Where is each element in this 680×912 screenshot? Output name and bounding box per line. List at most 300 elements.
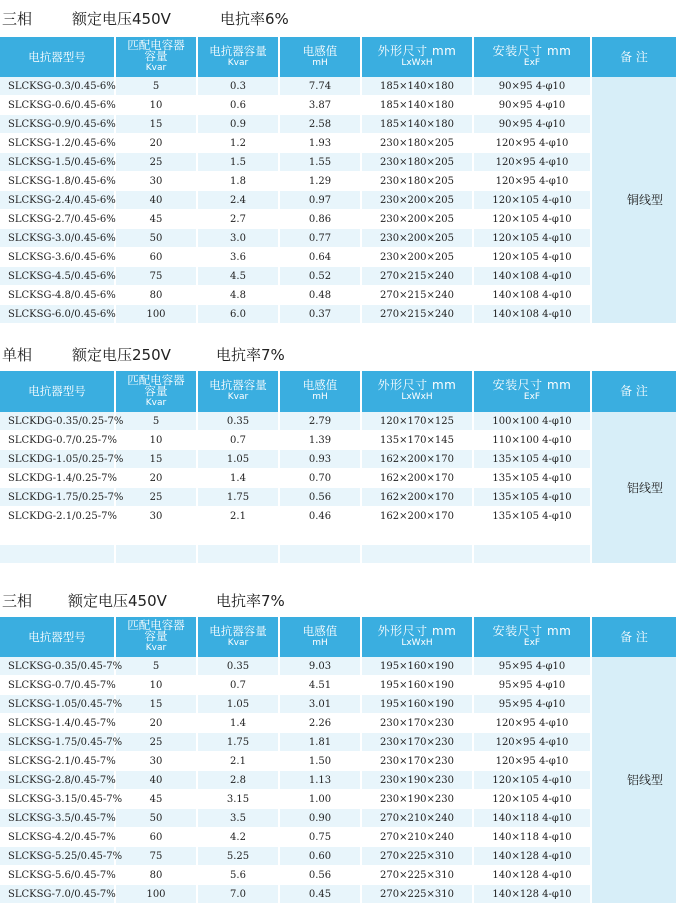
cell-mounting: 120×95 4-φ10 — [473, 733, 591, 752]
cell-dimensions: 120×170×125 — [361, 412, 473, 431]
cell-reactor: 4.8 — [197, 286, 279, 305]
header-row — [0, 617, 676, 657]
cell-mounting: 135×105 4-φ10 — [473, 469, 591, 488]
cell-reactor: 3.5 — [197, 809, 279, 828]
header-mounting-label: 安装尺寸 mm — [492, 43, 572, 58]
cell-model: SLCKSG-1.05/0.45-7% — [0, 695, 115, 714]
cell-inductance: 1.29 — [279, 172, 361, 191]
header-capacitor — [115, 617, 197, 657]
cell-capacitor: 45 — [115, 790, 197, 809]
header-dimensions — [361, 371, 473, 412]
blank-row — [0, 545, 676, 564]
header-mounting-unit: ExF — [523, 637, 541, 648]
header-capacitor-label-2: 容量 — [144, 383, 168, 398]
header-reactor-unit: Kvar — [227, 57, 249, 68]
cell-reactor: 4.5 — [197, 267, 279, 286]
header-model — [0, 617, 115, 657]
cell-capacitor: 15 — [115, 695, 197, 714]
cell-model: SLCKSG-6.0/0.45-6% — [0, 305, 115, 324]
header-capacitor-label: 匹配电容器 — [127, 372, 185, 387]
cell-mounting: 140×118 4-φ10 — [473, 809, 591, 828]
phase-label: 单相 — [2, 346, 33, 364]
header-row — [0, 371, 676, 412]
remark-cell — [591, 657, 676, 904]
header-dimensions-label: 外形尺寸 mm — [377, 43, 457, 58]
header-reactor-label: 电抗器容量 — [209, 43, 267, 58]
cell-capacitor: 10 — [115, 676, 197, 695]
header-model-label: 电抗器型号 — [28, 49, 86, 64]
header-reactor-label: 电抗器容量 — [209, 378, 267, 392]
cell-dimensions: 135×170×145 — [361, 431, 473, 450]
header-remark: 备 注 — [591, 37, 676, 77]
cell-model: SLCKSG-1.75/0.45-7% — [0, 733, 115, 752]
cell-dimensions: 162×200×170 — [361, 469, 473, 488]
cell-dimensions: 162×200×170 — [361, 507, 473, 526]
header-mounting-label: 安装尺寸 mm — [492, 623, 572, 638]
blank-cell — [473, 526, 591, 545]
cell-inductance: 1.50 — [279, 752, 361, 771]
cell-reactor: 2.7 — [197, 210, 279, 229]
cell-model: SLCKSG-7.0/0.45-7% — [0, 885, 115, 904]
phase-label: 三相 — [2, 592, 33, 610]
rated-voltage: 额定电压450V — [72, 10, 171, 28]
cell-inductance: 0.93 — [279, 450, 361, 469]
spec-table — [0, 617, 676, 904]
remark-cell — [591, 77, 676, 324]
remark-value: 铝线型 — [627, 480, 664, 495]
cell-model: SLCKSG-3.5/0.45-7% — [0, 809, 115, 828]
cell-model: SLCKSG-4.8/0.45-6% — [0, 286, 115, 305]
cell-inductance: 7.74 — [279, 77, 361, 96]
cell-reactor: 7.0 — [197, 885, 279, 904]
cell-model: SLCKSG-1.4/0.45-7% — [0, 714, 115, 733]
header-reactor-unit: Kvar — [227, 392, 249, 402]
cell-inductance: 4.51 — [279, 676, 361, 695]
cell-dimensions: 270×210×240 — [361, 809, 473, 828]
section-title — [0, 8, 680, 32]
cell-model: SLCKSG-4.2/0.45-7% — [0, 828, 115, 847]
header-inductance-unit: mH — [312, 637, 328, 648]
table-row — [0, 809, 676, 828]
cell-dimensions: 162×200×170 — [361, 450, 473, 469]
rated-voltage: 额定电压450V — [68, 592, 167, 610]
cell-capacitor: 50 — [115, 809, 197, 828]
cell-dimensions: 195×160×190 — [361, 657, 473, 676]
table-row — [0, 305, 676, 324]
header-reactor — [197, 37, 279, 77]
header-dimensions-unit: LxWxH — [401, 392, 433, 402]
cell-reactor: 0.6 — [197, 96, 279, 115]
reactance-rate: 电抗率6% — [220, 10, 289, 28]
cell-capacitor: 40 — [115, 191, 197, 210]
header-model-label: 电抗器型号 — [28, 629, 86, 644]
cell-inductance: 2.58 — [279, 115, 361, 134]
cell-inductance: 1.93 — [279, 134, 361, 153]
cell-capacitor: 20 — [115, 714, 197, 733]
cell-dimensions: 230×180×205 — [361, 172, 473, 191]
header-model-label: 电抗器型号 — [28, 384, 86, 398]
cell-model: SLCKSG-0.7/0.45-7% — [0, 676, 115, 695]
cell-reactor: 0.7 — [197, 676, 279, 695]
cell-capacitor: 45 — [115, 210, 197, 229]
cell-mounting: 95×95 4-φ10 — [473, 695, 591, 714]
blank-cell — [473, 545, 591, 564]
cell-capacitor: 100 — [115, 885, 197, 904]
cell-capacitor: 20 — [115, 469, 197, 488]
header-reactor-unit: Kvar — [227, 637, 249, 648]
header-capacitor-unit: Kvar — [145, 643, 167, 653]
cell-reactor: 2.1 — [197, 752, 279, 771]
cell-model: SLCKSG-0.35/0.45-7% — [0, 657, 115, 676]
header-mounting-label: 安装尺寸 mm — [492, 378, 572, 392]
table-row — [0, 733, 676, 752]
table-row — [0, 657, 676, 676]
cell-dimensions: 195×160×190 — [361, 676, 473, 695]
header-capacitor-unit: Kvar — [145, 397, 167, 408]
table-row — [0, 847, 676, 866]
table-row — [0, 695, 676, 714]
cell-reactor: 1.05 — [197, 695, 279, 714]
remark-value: 铝线型 — [627, 773, 664, 788]
cell-inductance: 0.77 — [279, 229, 361, 248]
header-capacitor — [115, 37, 197, 77]
table-row — [0, 412, 676, 431]
cell-capacitor: 60 — [115, 828, 197, 847]
cell-mounting: 135×105 4-φ10 — [473, 488, 591, 507]
table-row — [0, 248, 676, 267]
cell-capacitor: 30 — [115, 752, 197, 771]
cell-mounting: 120×95 4-φ10 — [473, 752, 591, 771]
header-mounting — [473, 37, 591, 77]
table-row — [0, 267, 676, 286]
table-row — [0, 286, 676, 305]
blank-row — [0, 526, 676, 545]
cell-capacitor: 60 — [115, 248, 197, 267]
header-dimensions-unit: LxWxH — [401, 637, 433, 648]
table-row — [0, 507, 676, 526]
table-row — [0, 488, 676, 507]
cell-capacitor: 10 — [115, 96, 197, 115]
cell-model: SLCKSG-2.7/0.45-6% — [0, 210, 115, 229]
header-reactor-label: 电抗器容量 — [209, 623, 267, 638]
rated-voltage: 额定电压250V — [72, 346, 171, 364]
cell-mounting: 140×128 4-φ10 — [473, 885, 591, 904]
cell-mounting: 95×95 4-φ10 — [473, 657, 591, 676]
cell-reactor: 1.5 — [197, 153, 279, 172]
header-dimensions-label: 外形尺寸 mm — [377, 378, 457, 392]
header-remark: 备 注 — [591, 617, 676, 657]
blank-cell — [0, 545, 115, 564]
cell-inductance: 1.81 — [279, 733, 361, 752]
header-capacitor-label-2: 容量 — [144, 49, 168, 63]
cell-inductance: 0.46 — [279, 507, 361, 526]
header-capacitor-label: 匹配电容器 — [127, 618, 185, 632]
blank-cell — [279, 526, 361, 545]
header-capacitor-label-2: 容量 — [144, 629, 168, 643]
cell-mounting: 90×95 4-φ10 — [473, 115, 591, 134]
cell-capacitor: 20 — [115, 134, 197, 153]
cell-model: SLCKSG-2.4/0.45-6% — [0, 191, 115, 210]
cell-inductance: 0.48 — [279, 286, 361, 305]
cell-inductance: 0.75 — [279, 828, 361, 847]
cell-mounting: 120×105 4-φ10 — [473, 229, 591, 248]
cell-model: SLCKSG-2.8/0.45-7% — [0, 771, 115, 790]
cell-dimensions: 270×225×310 — [361, 847, 473, 866]
cell-dimensions: 230×200×205 — [361, 248, 473, 267]
cell-dimensions: 185×140×180 — [361, 77, 473, 96]
table-row — [0, 752, 676, 771]
cell-dimensions: 230×180×205 — [361, 153, 473, 172]
table-row — [0, 96, 676, 115]
cell-reactor: 5.6 — [197, 866, 279, 885]
cell-dimensions: 230×170×230 — [361, 714, 473, 733]
cell-inductance: 0.90 — [279, 809, 361, 828]
cell-inductance: 0.37 — [279, 305, 361, 324]
header-reactor — [197, 617, 279, 657]
table-row — [0, 469, 676, 488]
cell-dimensions: 270×215×240 — [361, 286, 473, 305]
cell-dimensions: 230×170×230 — [361, 733, 473, 752]
header-mounting-unit: ExF — [523, 57, 541, 68]
cell-capacitor: 25 — [115, 153, 197, 172]
cell-reactor: 1.75 — [197, 733, 279, 752]
header-inductance — [279, 37, 361, 77]
cell-inductance: 2.79 — [279, 412, 361, 431]
cell-mounting: 135×105 4-φ10 — [473, 507, 591, 526]
cell-capacitor: 30 — [115, 507, 197, 526]
cell-model: SLCKSG-1.2/0.45-6% — [0, 134, 115, 153]
cell-mounting: 120×95 4-φ10 — [473, 134, 591, 153]
cell-inductance: 1.00 — [279, 790, 361, 809]
cell-mounting: 100×100 4-φ10 — [473, 412, 591, 431]
cell-model: SLCKSG-5.25/0.45-7% — [0, 847, 115, 866]
cell-inductance: 3.01 — [279, 695, 361, 714]
cell-inductance: 0.56 — [279, 866, 361, 885]
cell-mounting: 120×95 4-φ10 — [473, 714, 591, 733]
cell-inductance: 1.39 — [279, 431, 361, 450]
header-remark: 备 注 — [591, 371, 676, 412]
cell-mounting: 120×105 4-φ10 — [473, 191, 591, 210]
cell-inductance: 1.55 — [279, 153, 361, 172]
cell-inductance: 0.52 — [279, 267, 361, 286]
table-row — [0, 714, 676, 733]
cell-reactor: 0.35 — [197, 412, 279, 431]
cell-mounting: 140×108 4-φ10 — [473, 267, 591, 286]
cell-mounting: 140×108 4-φ10 — [473, 305, 591, 324]
cell-mounting: 90×95 4-φ10 — [473, 77, 591, 96]
cell-inductance: 2.26 — [279, 714, 361, 733]
header-inductance-unit: mH — [312, 392, 328, 402]
cell-mounting: 120×95 4-φ10 — [473, 153, 591, 172]
blank-cell — [197, 526, 279, 545]
blank-cell — [279, 545, 361, 564]
cell-capacitor: 30 — [115, 172, 197, 191]
header-dimensions — [361, 37, 473, 77]
cell-model: SLCKSG-3.6/0.45-6% — [0, 248, 115, 267]
cell-capacitor: 5 — [115, 657, 197, 676]
cell-mounting: 140×128 4-φ10 — [473, 847, 591, 866]
cell-dimensions: 230×180×205 — [361, 134, 473, 153]
cell-reactor: 0.3 — [197, 77, 279, 96]
cell-capacitor: 25 — [115, 733, 197, 752]
blank-cell — [361, 545, 473, 564]
table-row — [0, 828, 676, 847]
cell-model: SLCKSG-0.6/0.45-6% — [0, 96, 115, 115]
cell-model: SLCKSG-0.9/0.45-6% — [0, 115, 115, 134]
table-row — [0, 172, 676, 191]
cell-inductance: 0.97 — [279, 191, 361, 210]
header-inductance-label: 电感值 — [302, 43, 338, 58]
cell-inductance: 0.64 — [279, 248, 361, 267]
cell-reactor: 1.4 — [197, 714, 279, 733]
header-dimensions — [361, 617, 473, 657]
cell-model: SLCKDG-1.05/0.25-7% — [0, 450, 115, 469]
cell-reactor: 6.0 — [197, 305, 279, 324]
phase-label: 三相 — [2, 10, 33, 28]
table-row — [0, 153, 676, 172]
table-row — [0, 191, 676, 210]
cell-capacitor: 50 — [115, 229, 197, 248]
section-title — [0, 590, 680, 614]
cell-dimensions: 270×210×240 — [361, 828, 473, 847]
table-row — [0, 134, 676, 153]
cell-capacitor: 15 — [115, 450, 197, 469]
cell-capacitor: 10 — [115, 431, 197, 450]
cell-dimensions: 270×225×310 — [361, 866, 473, 885]
table-row — [0, 115, 676, 134]
cell-dimensions: 230×190×230 — [361, 790, 473, 809]
cell-reactor: 0.7 — [197, 431, 279, 450]
cell-reactor: 2.4 — [197, 191, 279, 210]
cell-mounting: 140×128 4-φ10 — [473, 866, 591, 885]
table-row — [0, 77, 676, 96]
cell-reactor: 1.4 — [197, 469, 279, 488]
cell-mounting: 90×95 4-φ10 — [473, 96, 591, 115]
cell-dimensions: 230×190×230 — [361, 771, 473, 790]
cell-capacitor: 100 — [115, 305, 197, 324]
cell-model: SLCKSG-5.6/0.45-7% — [0, 866, 115, 885]
header-row — [0, 37, 676, 77]
cell-model: SLCKSG-3.0/0.45-6% — [0, 229, 115, 248]
cell-capacitor: 80 — [115, 866, 197, 885]
header-inductance — [279, 371, 361, 412]
spec-table — [0, 37, 676, 324]
cell-inductance: 0.86 — [279, 210, 361, 229]
cell-model: SLCKDG-0.7/0.25-7% — [0, 431, 115, 450]
cell-reactor: 0.35 — [197, 657, 279, 676]
cell-reactor: 4.2 — [197, 828, 279, 847]
cell-inductance: 9.03 — [279, 657, 361, 676]
cell-reactor: 1.8 — [197, 172, 279, 191]
table-row — [0, 790, 676, 809]
cell-model: SLCKSG-1.5/0.45-6% — [0, 153, 115, 172]
header-inductance-label: 电感值 — [302, 623, 338, 638]
cell-mounting: 120×105 4-φ10 — [473, 790, 591, 809]
header-mounting — [473, 617, 591, 657]
cell-model: SLCKDG-1.4/0.25-7% — [0, 469, 115, 488]
cell-capacitor: 5 — [115, 412, 197, 431]
cell-mounting: 120×95 4-φ10 — [473, 172, 591, 191]
cell-mounting: 135×105 4-φ10 — [473, 450, 591, 469]
cell-inductance: 0.45 — [279, 885, 361, 904]
cell-dimensions: 230×200×205 — [361, 229, 473, 248]
cell-mounting: 120×105 4-φ10 — [473, 771, 591, 790]
cell-mounting: 120×105 4-φ10 — [473, 248, 591, 267]
table-row — [0, 676, 676, 695]
cell-reactor: 2.8 — [197, 771, 279, 790]
cell-dimensions: 195×160×190 — [361, 695, 473, 714]
header-reactor — [197, 371, 279, 412]
cell-reactor: 2.1 — [197, 507, 279, 526]
header-model — [0, 37, 115, 77]
cell-mounting: 110×100 4-φ10 — [473, 431, 591, 450]
cell-reactor: 1.75 — [197, 488, 279, 507]
cell-inductance: 1.13 — [279, 771, 361, 790]
remark-cell — [591, 412, 676, 564]
reactance-rate: 电抗率7% — [216, 592, 285, 610]
section-title — [0, 344, 680, 368]
cell-reactor: 0.9 — [197, 115, 279, 134]
blank-cell — [115, 545, 197, 564]
cell-dimensions: 162×200×170 — [361, 488, 473, 507]
cell-mounting: 140×108 4-φ10 — [473, 286, 591, 305]
cell-reactor: 5.25 — [197, 847, 279, 866]
header-dimensions-label: 外形尺寸 mm — [377, 623, 457, 638]
cell-model: SLCKDG-1.75/0.25-7% — [0, 488, 115, 507]
cell-model: SLCKSG-3.15/0.45-7% — [0, 790, 115, 809]
spec-table — [0, 371, 676, 564]
cell-dimensions: 230×170×230 — [361, 752, 473, 771]
cell-reactor: 1.05 — [197, 450, 279, 469]
cell-capacitor: 80 — [115, 286, 197, 305]
cell-dimensions: 270×225×310 — [361, 885, 473, 904]
table-row — [0, 771, 676, 790]
cell-inductance: 3.87 — [279, 96, 361, 115]
blank-cell — [115, 526, 197, 545]
header-capacitor — [115, 371, 197, 412]
table-row — [0, 210, 676, 229]
cell-model: SLCKDG-2.1/0.25-7% — [0, 507, 115, 526]
header-inductance-unit: mH — [312, 57, 328, 68]
header-inductance-label: 电感值 — [302, 378, 338, 392]
table-row — [0, 885, 676, 904]
remark-value: 铜线型 — [627, 193, 664, 207]
cell-reactor: 3.6 — [197, 248, 279, 267]
header-mounting — [473, 371, 591, 412]
cell-mounting: 95×95 4-φ10 — [473, 676, 591, 695]
table-row — [0, 866, 676, 885]
header-mounting-unit: ExF — [523, 392, 541, 402]
cell-mounting: 120×105 4-φ10 — [473, 210, 591, 229]
cell-reactor: 3.0 — [197, 229, 279, 248]
table-row — [0, 450, 676, 469]
cell-reactor: 3.15 — [197, 790, 279, 809]
header-capacitor-label: 匹配电容器 — [127, 38, 185, 52]
blank-cell — [0, 526, 115, 545]
cell-dimensions: 270×215×240 — [361, 305, 473, 324]
cell-model: SLCKSG-0.3/0.45-6% — [0, 77, 115, 96]
blank-cell — [197, 545, 279, 564]
cell-dimensions: 185×140×180 — [361, 96, 473, 115]
header-model — [0, 371, 115, 412]
cell-model: SLCKSG-2.1/0.45-7% — [0, 752, 115, 771]
cell-capacitor: 5 — [115, 77, 197, 96]
cell-mounting: 140×118 4-φ10 — [473, 828, 591, 847]
blank-cell — [361, 526, 473, 545]
cell-dimensions: 270×215×240 — [361, 267, 473, 286]
cell-capacitor: 25 — [115, 488, 197, 507]
cell-capacitor: 75 — [115, 267, 197, 286]
